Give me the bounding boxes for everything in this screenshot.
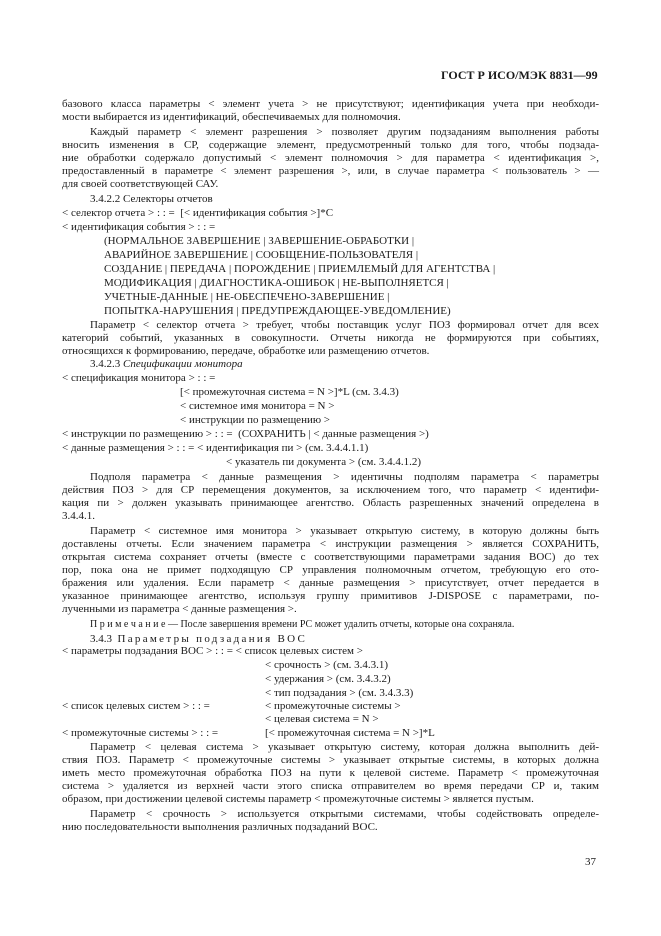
paragraph-line: указанное принимающее агентство, используя группу примитивов J-DISPOSE с параметрами, по- [62,590,599,602]
page-number: 37 [585,856,596,868]
event-list-line: (НОРМАЛЬНОЕ ЗАВЕРШЕНИЕ | ЗАВЕРШЕНИЕ-ОБРАБОТКИ | [104,235,415,247]
definition-line: < промежуточные системы > [265,700,401,712]
paragraph-line: открытая система сохраняет отчеты (вместе с соответствующими параметрами задания ВОС) до тех [62,551,599,563]
paragraph-line: бражения или удаления. Если параметр < данные размещения > присутствует, отчет передается в [62,577,599,589]
paragraph-line: ние обработки содержало допустимый < элемент полномочия > для параметра < идентификация >, [62,152,599,164]
paragraph-line: лученными из параметра < данные размещения >. [62,603,297,615]
section-heading: 3.4.2.3 Спецификации монитора [90,358,243,370]
paragraph-line: кация пи > должен указывать принимающее агентство. Область разрешенных значений определена в [62,497,599,509]
definition-line: < параметры подзадания ВОС > : : = < список целевых систем > [62,645,363,657]
section-heading: 3.4.3 Параметры подзадания ВОС [90,633,308,645]
paragraph-line: мости выбирается из идентификаций, обеспечиваемых для полномочия. [62,111,401,123]
definition-line: < спецификация монитора > : : = [62,372,216,384]
paragraph-line: вносить изменения в СР, содержащие элемент, предусмотренный только для того, чтобы подзада- [62,139,599,151]
definition-line: < промежуточные системы > : : = [62,727,219,739]
paragraph-line: для своей соответствующей САУ. [62,178,219,190]
definition-line: < селектор отчета > : : = [< идентификация события >]*C [62,207,334,219]
paragraph-line: пор, пока она не примет подходящую СР управления полномочным отчетом, требующую его ото- [62,564,599,576]
definition-line: < удержания > (см. 3.4.3.2) [265,673,391,685]
section-heading: 3.4.2.2 Селекторы отчетов [90,193,213,205]
paragraph-line: действия ПОЗ > для СР перемещения документов, за исключением того, что параметр < идентифи- [62,484,599,496]
definition-line: < срочность > (см. 3.4.3.1) [265,659,389,671]
paragraph-line: иметь место промежуточная обработка ПОЗ на пути к целевой системе. Параметр < промежуточная [62,767,599,779]
paragraph-line: нию последовательности выполнения различных подзаданий ВОС. [62,821,378,833]
paragraph-line: образом, при достижении целевой системы параметр < промежуточные системы > является пустым. [62,793,534,805]
event-list-line: ПОПЫТКА-НАРУШЕНИЯ | ПРЕДУПРЕЖДАЮЩЕЕ-УВЕДОМЛЕНИЕ) [104,305,451,317]
paragraph-line: ствия ПОЗ. Параметр < промежуточные системы > указывает открытые системы, в которых должна [62,754,599,766]
event-list-line: АВАРИЙНОЕ ЗАВЕРШЕНИЕ | СООБЩЕНИЕ-ПОЛЬЗОВАТЕЛЯ | [104,249,419,261]
definition-line: < тип подзадания > (см. 3.4.3.3) [265,687,414,699]
definition-line: < целевая система = N > [265,713,379,725]
event-list-line: МОДИФИКАЦИЯ | ДИАГНОСТИКА-ОШИБОК | НЕ-ВЫПОЛНЯЕТСЯ | [104,277,449,289]
definition-line: < идентификация события > : : = [62,221,216,233]
paragraph-line: базового класса параметры < элемент учета > не присутствуют; идентификация учета при необходи- [62,98,599,110]
note: П р и м е ч а н и е — После завершения времени РС может удалить отчеты, которые она сохраняла. [90,619,515,630]
definition-line: [< промежуточная система = N >]*L (см. 3.4.3) [180,386,399,398]
definition-line: < указатель пи документа > (см. 3.4.4.1.2) [226,456,421,468]
paragraph-line: относящихся к формированию, передаче, обработке или размещению отчетов. [62,345,430,357]
paragraph-line: Каждый параметр < элемент разрешения > позволяет другим подзаданиям выполнения работы [90,126,599,138]
page-header: ГОСТ Р ИСО/МЭК 8831—99 [441,68,598,82]
paragraph-line: Параметр < целевая система > указывает открытую систему, которая должна выполнить дей- [90,741,599,753]
definition-line: < инструкции по размещению > : : = (СОХРАНИТЬ | < данные размещения >) [62,428,429,440]
paragraph-line: Параметр < селектор отчета > требует, чтобы поставщик услуг ПОЗ формировал отчет для всех [90,319,599,331]
definition-line: < список целевых систем > : : = [62,700,210,712]
paragraph-line: система > удаляется из верхней части этого списка отправителем во время передачи СР и, таким [62,780,599,792]
event-list-line: СОЗДАНИЕ | ПЕРЕДАЧА | ПОРОЖДЕНИЕ | ПРИЕМЛЕМЫЙ ДЛЯ АГЕНТСТВА | [104,263,496,275]
paragraph-line: предоставленный в параметре < элемент разрешения >, или, в случае параметра < пользователь > — [62,165,599,177]
paragraph-line: Параметр < срочность > используется открытыми системами, чтобы содействовать определе- [90,808,599,820]
definition-line: < системное имя монитора = N > [180,400,335,412]
event-list-line: УЧЕТНЫЕ-ДАННЫЕ | НЕ-ОБЕСПЕЧЕНО-ЗАВЕРШЕНИЕ | [104,291,390,303]
paragraph-line: Параметр < системное имя монитора > указывает открытую систему, в которую должны быть [90,525,599,537]
paragraph-line: доставлены отчеты. Если значением параметра < инструкции размещения > является СОХРАНИТЬ, [62,538,599,550]
paragraph-line: 3.4.4.1. [62,510,95,522]
paragraph-line: Подполя параметра < данные размещения > идентичны подполям параметра < параметры [90,471,599,483]
paragraph-line: категорий событий, указанных в совокупности. Отчеты никогда не формируются при событиях, [62,332,599,344]
definition-line: < данные размещения > : : = < идентификация пи > (см. 3.4.4.1.1) [62,442,369,454]
definition-line: < инструкции по размещению > [180,414,331,426]
definition-line: [< промежуточная система = N >]*L [265,727,435,739]
